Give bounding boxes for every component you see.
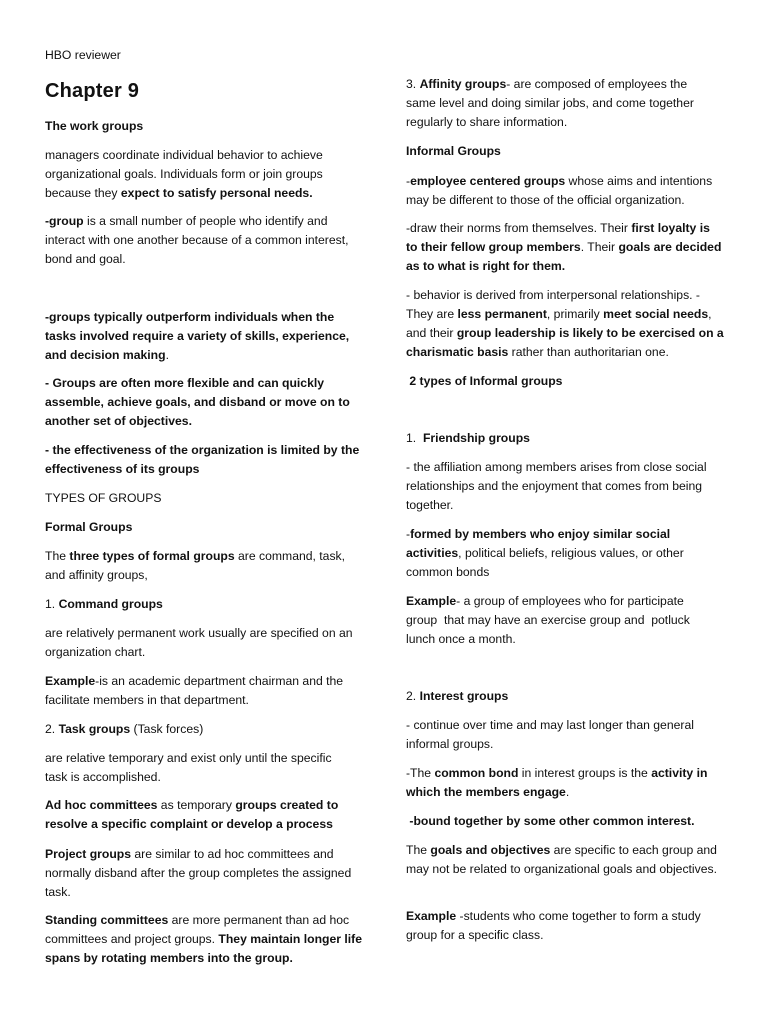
paragraph: are relative temporary and exist only until the specific task is accomplished. [45,751,332,784]
paragraph: Example -students who come together to form a study group for a specific class. [406,909,701,942]
paragraph: Example-is an academic department chairman and the facilitate members in that department. [45,674,344,707]
paragraph: -employee centered groups whose aims and intentions may be different to those of the official organization. [406,174,713,207]
section-heading-formal: Formal Groups [45,520,133,534]
document-header: HBO reviewer [45,48,121,62]
paragraph: Standing committees are more permanent than ad hoc committees and project groups. They maintain longer life spans by rotating members into the group. [45,913,362,965]
chapter-title: Chapter 9 [45,80,140,102]
paragraph: -group is a small number of people who identify and interact with one another because of a common interest, bond and goal. [45,214,349,266]
subheading-interest-groups: 2. Interest groups [406,689,509,703]
paragraph: Ad hoc committees as temporary groups created to resolve a specific complaint or develop a process [45,798,339,831]
paragraph: - Groups are often more flexible and can quickly assemble, achieve goals, and disband or move on to another set of objectives. [45,376,350,428]
subheading-task-groups: 2. Task groups (Task forces) [45,722,204,736]
paragraph: - the effectiveness of the organization is limited by the effectiveness of its groups [45,443,360,476]
paragraph: are relatively permanent work usually are specified on an organization chart. [45,626,353,659]
paragraph: - behavior is derived from interpersonal relationships. - They are less permanent, primarily meet social needs, and their group leadership is likely to be exercised on a charismatic basis rather than authoritarian one. [406,288,724,359]
paragraph: Project groups are similar to ad hoc committees and normally disband after the group completes the assigned task. [45,847,352,899]
paragraph: Example- a group of employees who for participate group that may have an exercise group and potluck lunch once a month. [406,594,694,646]
subheading-command-groups: 1. Command groups [45,597,163,611]
section-heading-informal-types: 2 types of Informal groups [406,374,563,388]
paragraph: -The common bond in interest groups is the activity in which the members engage. [406,766,708,799]
paragraph: The three types of formal groups are command, task, and affinity groups, [45,549,346,582]
paragraph: -groups typically outperform individuals when the tasks involved require a variety of skills, experience, and decision making. [45,310,350,362]
paragraph: -draw their norms from themselves. Their first loyalty is to their fellow group members. Their goals are decided as to what is right for them. [406,221,722,273]
paragraph: The goals and objectives are specific to each group and may not be related to organizational goals and objectives. [406,843,717,876]
section-heading-informal: Informal Groups [406,144,501,158]
paragraph: -formed by members who enjoy similar social activities, political beliefs, religious values, or other common bonds [406,527,684,579]
paragraph: 3. Affinity groups- are composed of employees the same level and doing similar jobs, and come together regularly to share information. [406,77,694,129]
paragraph: - the affiliation among members arises from close social relationships and the enjoyment that comes from being together. [406,460,707,512]
section-heading-work-groups: The work groups [45,119,144,133]
subheading-friendship-groups: 1. Friendship groups [406,431,530,445]
paragraph: - continue over time and may last longer than general informal groups. [406,718,694,751]
section-heading-types: TYPES OF GROUPS [45,491,162,505]
paragraph: -bound together by some other common interest. [406,814,695,828]
paragraph: managers coordinate individual behavior to achieve organizational goals. Individuals form or join groups because they expect to satisfy personal needs. [45,148,323,200]
